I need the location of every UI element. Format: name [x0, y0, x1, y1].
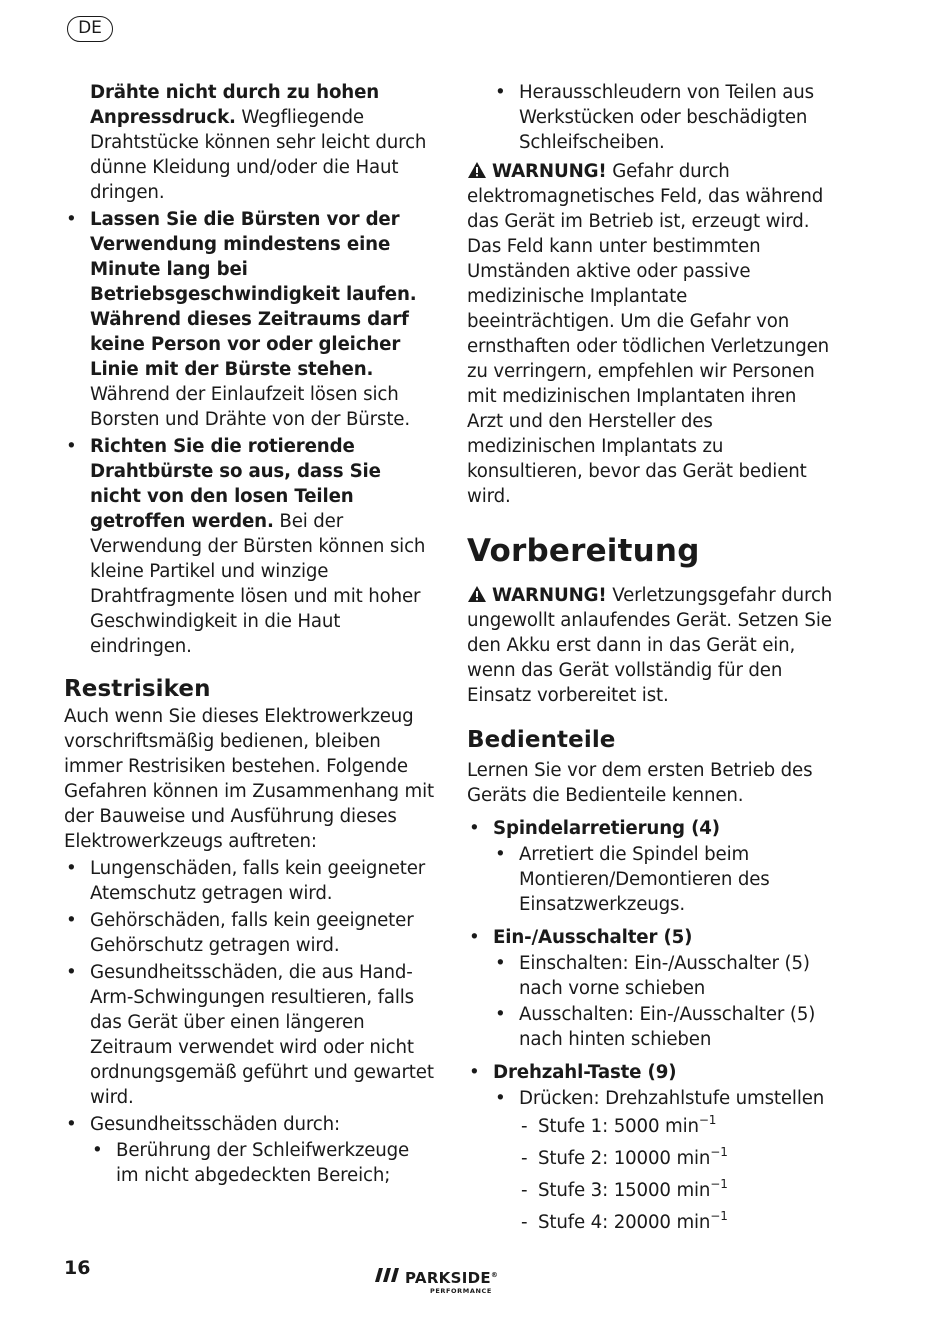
- battery-warning: [467, 583, 837, 708]
- warning-label: WARNUNG!: [492, 585, 607, 606]
- health-sublist-continued: [467, 80, 837, 155]
- list-item: [64, 434, 434, 659]
- control-details: [493, 1086, 837, 1235]
- warning-label: WARNUNG!: [492, 161, 607, 182]
- right-column: [467, 80, 837, 1242]
- warning-text: Gefahr durch elektromagnetisches Feld, das während das Gerät im Betrieb ist, erzeugt wird. Das Feld kann unter bestimmten Umständen aktive oder passive medizinische Implantate beeinträchtigen. Um die Gefahr von ernsthaften oder tödlichen Verletzungen zu verringern, empfehlen wir Personen mit medizinischen Implantaten ihren Arzt und den Hersteller des medizinischen Implantats zu konsultieren, bevor das Gerät bedient wird.: [467, 161, 830, 507]
- list-item: • Einschalten: Ein-/Ausschalter (5) nach vorne schieben: [493, 951, 837, 1001]
- list-item: • Lungenschäden, falls kein geeigneter Atemschutz getragen wird.: [64, 856, 434, 906]
- list-item: • Ausschalten: Ein-/Ausschalter (5) nach hinten schieben: [493, 1002, 837, 1052]
- restrisiken-text: Auch wenn Sie dieses Elektrowerkzeug vorschriftsmäßig bedienen, bleiben immer Restrisiken bestehen. Folgende Gefahren können im Zusammenhang mit der Bauweise und Ausführung dieses Elektrowerkzeugs auftreten:: [64, 706, 434, 852]
- brand-subline: PERFORMANCE: [430, 1287, 492, 1295]
- speed-level-text: Stufe 2: 10000 min: [538, 1148, 711, 1169]
- list-item: [64, 207, 434, 432]
- control-details: [493, 842, 837, 917]
- control-item: [467, 1060, 837, 1235]
- control-details: [493, 951, 837, 1052]
- list-item: • Arretiert die Spindel beim Montieren/Demontieren des Einsatzwerkzeugs.: [493, 842, 837, 917]
- emf-warning: [467, 159, 837, 509]
- risk-list: [64, 856, 434, 1188]
- intro-bold: Drähte nicht durch zu hohen Anpressdruck.: [90, 82, 380, 128]
- unit-exponent: −1: [698, 1113, 717, 1127]
- bullet-bold: Lassen Sie die Bürsten vor der Verwendung mindestens eine Minute lang bei Betriebsgeschwindigkeit laufen. Während dieses Zeitraums darf keine Person vor oder gleicher Linie mit der Bürste stehen.: [90, 209, 417, 380]
- unit-exponent: −1: [710, 1209, 728, 1223]
- control-name: Ein-/Ausschalter (5): [493, 927, 693, 948]
- control-name: Spindelarretierung (4): [493, 818, 720, 839]
- bullet-bold: Richten Sie die rotierende Drahtbürste so aus, dass Sie nicht von den losen Teilen getroffen werden.: [90, 436, 381, 532]
- bullet-text: Bei der Verwendung der Bürsten können sich kleine Partikel und winzige Drahtfragmente lösen und mit hoher Geschwindigkeit in die Haut eindringen.: [90, 511, 426, 657]
- brand-wordmark: PARKSIDE: [405, 1269, 491, 1287]
- risk-item-label: Gesundheitsschäden durch:: [90, 1114, 340, 1135]
- list-item: [493, 1086, 837, 1235]
- speed-level-text: Stufe 4: 20000 min: [538, 1212, 711, 1233]
- control-name: Drehzahl-Taste (9): [493, 1062, 677, 1083]
- bedienteile-intro: Lernen Sie vor dem ersten Betrieb des Geräts die Bedienteile kennen.: [467, 760, 813, 806]
- brand-name: [405, 1266, 498, 1287]
- logo-stripes-icon: [375, 1268, 401, 1282]
- control-item: [467, 816, 837, 917]
- list-item: [64, 1112, 434, 1188]
- bedienteile-heading: Bedienteile: [467, 727, 616, 753]
- list-item: • Berührung der Schleifwerkzeuge im nicht abgedeckten Bereich;: [90, 1138, 434, 1188]
- registered-mark: ®: [490, 1271, 499, 1279]
- page-number: 16: [64, 1257, 91, 1279]
- brand-logo: [375, 1266, 525, 1298]
- speed-levels: [519, 1114, 837, 1235]
- health-sublist: [90, 1138, 434, 1188]
- left-column: [64, 80, 434, 1190]
- unit-exponent: −1: [710, 1145, 728, 1159]
- warning-triangle-icon: [467, 161, 487, 179]
- list-item: • Herausschleudern von Teilen aus Werkstücken oder beschädigten Schleifscheiben.: [493, 80, 837, 155]
- warning-text: Verletzungsgefahr durch ungewollt anlaufendes Gerät. Setzen Sie den Akku erst dann in das Gerät ein, wenn das Gerät vollständig für den Einsatz vorbereitet ist.: [467, 585, 833, 706]
- vorbereitung-heading: Vorbereitung: [467, 533, 700, 569]
- unit-exponent: −1: [710, 1177, 728, 1191]
- speed-level: [519, 1178, 837, 1203]
- bullet-text: Während der Einlaufzeit lösen sich Borsten und Drähte von der Bürste.: [90, 384, 410, 430]
- warning-triangle-icon: [467, 585, 487, 603]
- intro-paragraph: [64, 80, 434, 205]
- speed-level: [519, 1210, 837, 1235]
- speed-level: [519, 1146, 837, 1171]
- intro-text: Wegfliegende Drahtstücke können sehr leicht durch dünne Kleidung und/oder die Haut dringen.: [90, 107, 427, 203]
- control-item: [467, 925, 837, 1052]
- list-item: • Gehörschäden, falls kein geeigneter Gehörschutz getragen wird.: [64, 908, 434, 958]
- speed-level-text: Stufe 3: 15000 min: [538, 1180, 711, 1201]
- safety-bullets: [64, 207, 434, 659]
- speed-level: [519, 1114, 837, 1139]
- language-badge: DE: [67, 16, 113, 42]
- list-item: • Gesundheitsschäden, die aus Hand-Arm-Schwingungen resultieren, falls das Gerät über einen längeren Zeitraum verwendet wird oder nicht ordnungsgemäß geführt und gewartet wird.: [64, 960, 434, 1110]
- controls-list: [467, 816, 837, 1235]
- speed-level-text: Stufe 1: 5000 min: [538, 1116, 699, 1137]
- restrisiken-heading: Restrisiken: [64, 676, 211, 702]
- speed-button-action: Drücken: Drehzahlstufe umstellen: [519, 1088, 825, 1109]
